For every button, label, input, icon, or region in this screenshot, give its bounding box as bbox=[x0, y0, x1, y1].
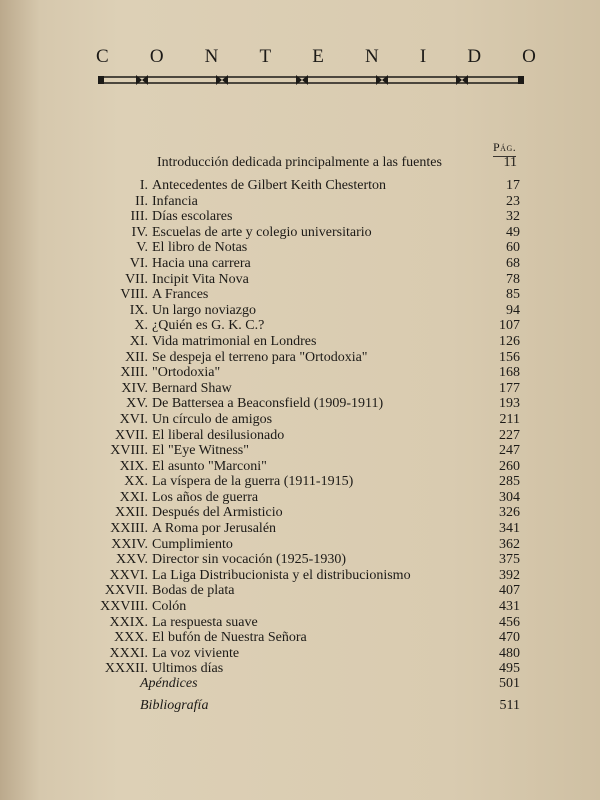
title-letter: O bbox=[149, 46, 164, 67]
chapter-number: XXVIII. bbox=[100, 599, 148, 615]
chapter-title: La Liga Distribucionista y el distribucionismo bbox=[152, 567, 411, 583]
chapter-number: XXII. bbox=[114, 505, 148, 521]
chapter-title: Director sin vocación (1925-1930) bbox=[152, 552, 346, 568]
chapter-row bbox=[60, 459, 520, 475]
chapter-page: 168 bbox=[499, 365, 520, 381]
intro-page: 11 bbox=[503, 155, 517, 170]
chapter-row bbox=[60, 490, 520, 506]
title-letter: D bbox=[467, 46, 482, 67]
chapter-row bbox=[60, 303, 520, 319]
chapter-title: El "Eye Witness" bbox=[152, 443, 249, 459]
chapter-page: 495 bbox=[499, 661, 520, 677]
chapter-row bbox=[60, 287, 520, 303]
intro-entry bbox=[157, 155, 517, 171]
chapter-page: 285 bbox=[499, 474, 520, 490]
appendix-entry bbox=[140, 676, 520, 692]
chapter-title: ¿Quién es G. K. C.? bbox=[152, 318, 265, 334]
chapter-page: 193 bbox=[499, 396, 520, 412]
chapter-title: Bernard Shaw bbox=[152, 380, 232, 396]
chapter-page: 375 bbox=[499, 552, 520, 568]
title-letter: E bbox=[312, 46, 324, 67]
chapter-row bbox=[60, 209, 520, 225]
chapter-number: XIII. bbox=[120, 365, 148, 381]
chapter-page: 126 bbox=[499, 333, 520, 349]
chapter-title: Vida matrimonial en Londres bbox=[152, 333, 317, 349]
chapter-page: 480 bbox=[499, 645, 520, 661]
chapter-page: 392 bbox=[499, 567, 520, 583]
intro-title: Introducción dedicada principalmente a las fuentes bbox=[157, 155, 442, 170]
title-letter: N bbox=[365, 46, 379, 67]
chapter-number: III. bbox=[130, 209, 148, 225]
chapter-number: XXX. bbox=[114, 630, 148, 646]
chapter-title: Bodas de plata bbox=[152, 583, 235, 599]
chapter-page: 177 bbox=[499, 380, 520, 396]
chapter-row bbox=[60, 474, 520, 490]
chapter-title: Antecedentes de Gilbert Keith Chesterton bbox=[152, 178, 387, 193]
chapter-title: El asunto "Marconi" bbox=[152, 458, 267, 474]
chapter-number: XXXI. bbox=[109, 645, 148, 661]
chapter-title: La voz viviente bbox=[152, 645, 240, 661]
chapter-number: I. bbox=[139, 178, 148, 193]
chapter-title: A Roma por Jerusalén bbox=[152, 521, 277, 537]
chapter-number: VII. bbox=[125, 271, 148, 287]
chapter-title: Incipit Vita Nova bbox=[152, 271, 249, 287]
chapter-page: 362 bbox=[499, 536, 520, 552]
chapter-page: 407 bbox=[499, 583, 520, 599]
title-letter: I bbox=[419, 46, 427, 67]
chapter-number: XII. bbox=[125, 349, 148, 365]
chapter-number: XI. bbox=[129, 333, 148, 349]
appendix-title: Apéndices bbox=[140, 676, 198, 691]
chapter-number: XXIV. bbox=[111, 536, 148, 552]
chapter-title: El bufón de Nuestra Señora bbox=[152, 630, 307, 646]
chapter-title: Los años de guerra bbox=[152, 489, 259, 505]
chapter-number: XXVI. bbox=[109, 567, 148, 583]
chapter-row bbox=[60, 646, 520, 662]
chapter-row bbox=[60, 521, 520, 537]
chapter-row bbox=[60, 194, 520, 210]
chapter-title: "Ortodoxia" bbox=[152, 365, 221, 381]
chapter-number: VIII. bbox=[120, 287, 148, 303]
chapter-title: Un largo noviazgo bbox=[152, 302, 256, 318]
chapter-page: 156 bbox=[499, 349, 520, 365]
chapter-number: V. bbox=[136, 240, 148, 256]
chapter-page: 32 bbox=[506, 209, 520, 225]
chapter-title: De Battersea a Beaconsfield (1909-1911) bbox=[152, 396, 384, 412]
bibliography-entry bbox=[140, 698, 520, 714]
chapter-title: Cumplimiento bbox=[152, 536, 233, 552]
chapter-page: 94 bbox=[506, 302, 520, 318]
chapter-title: Un círculo de amigos bbox=[152, 411, 273, 427]
chapter-page: 49 bbox=[506, 224, 520, 240]
chapter-number: X. bbox=[134, 318, 148, 334]
bibliography-page: 511 bbox=[499, 698, 520, 713]
chapter-row bbox=[60, 615, 520, 631]
chapter-row bbox=[60, 599, 520, 615]
chapter-title: Infancia bbox=[152, 193, 198, 209]
chapter-title: La víspera de la guerra (1911-1915) bbox=[152, 474, 354, 490]
page-column-header: Pág. bbox=[493, 140, 516, 157]
chapter-number: XVII. bbox=[114, 427, 148, 443]
chapter-row bbox=[60, 505, 520, 521]
chapter-page: 17 bbox=[506, 178, 520, 193]
title-letter: C bbox=[96, 46, 109, 67]
chapter-page: 227 bbox=[499, 427, 520, 443]
chapter-row bbox=[60, 225, 520, 241]
chapter-page: 341 bbox=[499, 521, 520, 537]
title-letter: O bbox=[522, 46, 536, 67]
chapter-page: 456 bbox=[499, 614, 520, 630]
chapter-page: 85 bbox=[506, 287, 520, 303]
chapter-page: 431 bbox=[499, 599, 520, 615]
chapter-row bbox=[60, 443, 520, 459]
chapter-number: XV. bbox=[126, 396, 148, 412]
chapter-title: Colón bbox=[152, 599, 187, 615]
chapter-page: 326 bbox=[499, 505, 520, 521]
chapter-number: XX. bbox=[124, 474, 148, 490]
chapter-row bbox=[60, 256, 520, 272]
chapter-title: Escuelas de arte y colegio universitario bbox=[152, 224, 372, 240]
chapter-row bbox=[60, 318, 520, 334]
chapter-page: 470 bbox=[499, 630, 520, 646]
chapter-page: 247 bbox=[499, 443, 520, 459]
chapter-row bbox=[60, 350, 520, 366]
chapter-row bbox=[60, 178, 520, 194]
chapter-number: IX. bbox=[129, 302, 148, 318]
chapter-title: Se despeja el terreno para "Ortodoxia" bbox=[152, 349, 368, 365]
chapter-number: XVI. bbox=[119, 411, 148, 427]
chapter-row bbox=[60, 537, 520, 553]
chapter-title: Ultimos días bbox=[152, 661, 224, 677]
chapter-title: Días escolares bbox=[152, 209, 233, 225]
chapter-page: 78 bbox=[506, 271, 520, 287]
chapter-row bbox=[60, 412, 520, 428]
chapter-number: VI. bbox=[129, 255, 148, 271]
chapter-number: XIV. bbox=[121, 380, 148, 396]
chapter-title: El liberal desilusionado bbox=[152, 427, 285, 443]
chapter-title: Después del Armisticio bbox=[152, 505, 283, 521]
chapter-page: 68 bbox=[506, 255, 520, 271]
chapter-row bbox=[60, 334, 520, 350]
chapter-number: XXI. bbox=[119, 489, 148, 505]
chapter-page: 107 bbox=[499, 318, 520, 334]
chapter-page: 23 bbox=[506, 193, 520, 209]
chapter-number: XXXII. bbox=[104, 661, 148, 677]
chapter-row bbox=[60, 381, 520, 397]
chapter-number: XXIX. bbox=[109, 614, 148, 630]
chapter-page: 60 bbox=[506, 240, 520, 256]
chapter-number: XXV. bbox=[115, 552, 148, 568]
chapter-number: XXIII. bbox=[110, 521, 148, 537]
chapter-row bbox=[60, 583, 520, 599]
chapter-page: 211 bbox=[499, 411, 520, 427]
chapter-number: II. bbox=[135, 193, 148, 209]
chapter-row bbox=[60, 240, 520, 256]
chapter-row bbox=[60, 630, 520, 646]
chapter-title: La respuesta suave bbox=[152, 614, 258, 630]
chapter-page: 260 bbox=[499, 458, 520, 474]
chapter-number: XVIII. bbox=[110, 443, 148, 459]
chapter-list bbox=[60, 178, 520, 677]
title-letter: T bbox=[259, 46, 272, 67]
chapter-row bbox=[60, 552, 520, 568]
chapter-page: 304 bbox=[499, 489, 520, 505]
chapter-number: XIX. bbox=[119, 458, 148, 474]
chapter-row bbox=[60, 568, 520, 584]
chapter-row bbox=[60, 396, 520, 412]
chapter-number: XXVII. bbox=[104, 583, 148, 599]
chapter-title: Hacia una carrera bbox=[152, 255, 251, 271]
chapter-title: A Frances bbox=[152, 287, 209, 303]
appendix-page: 501 bbox=[499, 676, 520, 691]
chapter-title: El libro de Notas bbox=[152, 240, 248, 256]
bibliography-title: Bibliografía bbox=[140, 698, 209, 713]
ornament-divider bbox=[96, 72, 526, 88]
chapter-row bbox=[60, 428, 520, 444]
chapter-row bbox=[60, 661, 520, 677]
page-title bbox=[96, 46, 536, 68]
chapter-row bbox=[60, 272, 520, 288]
title-letter: N bbox=[204, 46, 219, 67]
chapter-row bbox=[60, 365, 520, 381]
chapter-number: IV. bbox=[131, 224, 148, 240]
